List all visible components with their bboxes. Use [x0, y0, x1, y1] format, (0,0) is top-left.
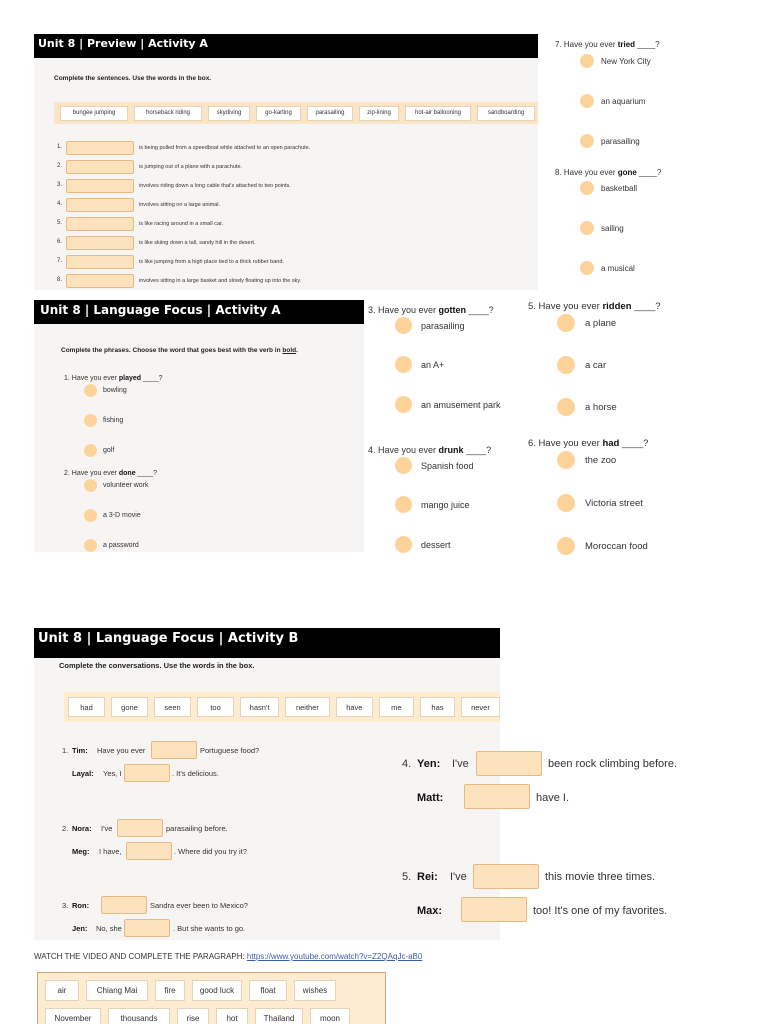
question-verb: had: [602, 438, 620, 449]
radio-dot[interactable]: [84, 414, 97, 427]
item-number: 4.: [57, 201, 63, 207]
word-chip: parasailing: [307, 106, 353, 121]
radio-dot[interactable]: [557, 451, 575, 469]
question-blank: ____?: [466, 305, 494, 315]
item-number: 6.: [57, 239, 63, 245]
radio-dot[interactable]: [395, 396, 412, 413]
word-chip: had: [68, 697, 105, 717]
word-chip: have: [336, 697, 373, 717]
radio-dot[interactable]: [580, 54, 594, 68]
option-label: golf: [103, 447, 115, 454]
answer-blank[interactable]: [66, 255, 134, 269]
option-q7-1[interactable]: [580, 54, 651, 68]
radio-dot[interactable]: [557, 356, 575, 374]
option-label: sailing: [601, 223, 624, 233]
word-chip: air: [45, 980, 79, 1001]
word-chip: go-karting: [256, 106, 301, 121]
question-verb: gotten: [438, 305, 467, 315]
question-blank: ____?: [636, 168, 662, 177]
conv-1-line-2-text: Yes, I: [103, 769, 122, 778]
conv-3-line-2-end: . But she wants to go.: [173, 924, 246, 933]
conv-3-line-1-end: Sandra ever been to Mexico?: [150, 901, 248, 910]
option-q1-1[interactable]: [84, 384, 127, 397]
speaker-rei: Rei:: [417, 871, 438, 883]
option-q7-3[interactable]: [580, 134, 640, 148]
conv-5-line-1-end: this movie three times.: [545, 871, 656, 883]
conv-1-number: 1.: [62, 746, 69, 755]
radio-dot[interactable]: [84, 539, 97, 552]
option-label: a musical: [601, 263, 635, 273]
option-label: a 3-D movie: [103, 512, 141, 519]
question-verb: played: [118, 375, 142, 382]
option-label: Victoria street: [585, 497, 643, 509]
video-link[interactable]: https://www.youtube.com/watch?v=Z2QAqJc-aB0: [246, 952, 423, 961]
question-1: [64, 375, 162, 382]
option-label: an aquarium: [601, 96, 646, 106]
option-q6-2[interactable]: [557, 494, 643, 512]
option-label: the zoo: [585, 454, 617, 466]
word-chip: thousands: [108, 1008, 170, 1024]
answer-blank[interactable]: [66, 198, 134, 212]
focus-b-header: Unit 8 | Language Focus | Activity B: [34, 628, 500, 658]
item-sentence: involves sitting in a large basket and slowly floating up into the sky.: [139, 278, 302, 284]
answer-blank[interactable]: [476, 751, 542, 776]
option-label: a password: [103, 542, 139, 549]
conv-5-line-1-text: I've: [450, 871, 467, 883]
focus-b-panel: [34, 628, 500, 940]
option-q3-3[interactable]: [395, 396, 501, 413]
answer-blank[interactable]: [66, 236, 134, 250]
option-label: New York City: [601, 56, 651, 66]
word-chip: never: [461, 697, 500, 717]
focus-b-word-box: [64, 692, 500, 722]
question-text: 8. Have you ever: [555, 168, 618, 177]
word-chip: horseback riding: [134, 106, 202, 121]
conv-4-line-1-end: been rock climbing before.: [548, 758, 678, 770]
radio-dot[interactable]: [580, 261, 594, 275]
option-label: dessert: [421, 539, 451, 550]
word-chip: neither: [285, 697, 330, 717]
instruction-end: .: [296, 347, 298, 354]
option-q8-2[interactable]: [580, 221, 624, 235]
question-blank: ____?: [141, 375, 163, 382]
conv-2-line-1-end: parasailing before.: [166, 824, 228, 833]
option-label: parasailing: [421, 320, 465, 331]
option-label: mango juice: [421, 499, 470, 510]
option-q4-3[interactable]: [395, 536, 451, 553]
question-verb: gone: [617, 168, 637, 177]
word-chip: hot: [216, 1008, 248, 1024]
word-chip: sandboarding: [477, 106, 535, 121]
question-blank: ____?: [135, 470, 158, 477]
speaker-max: Max:: [417, 905, 443, 917]
answer-blank[interactable]: [66, 217, 134, 231]
question-text: 5. Have you ever: [528, 301, 603, 312]
question-blank: ____?: [619, 438, 649, 449]
question-4: [368, 445, 491, 455]
radio-dot[interactable]: [557, 537, 575, 555]
question-8: [555, 168, 661, 177]
conv-1-line-1-text: Have you ever: [97, 746, 146, 755]
word-chip: gone: [111, 697, 148, 717]
option-label: an A+: [421, 359, 445, 370]
option-label: parasailing: [601, 136, 640, 146]
option-label: a car: [585, 359, 607, 371]
option-label: basketball: [601, 183, 638, 193]
option-q1-2[interactable]: [84, 414, 123, 427]
speaker-tim: Tim:: [72, 746, 88, 755]
option-label: volunteer work: [103, 482, 149, 489]
answer-blank[interactable]: [124, 764, 170, 782]
option-label: a horse: [585, 401, 617, 413]
conv-5-number: 5.: [402, 871, 412, 883]
question-blank: ____?: [631, 301, 661, 312]
question-text: 6. Have you ever: [528, 438, 603, 449]
word-chip: me: [379, 697, 414, 717]
word-chip: rise: [177, 1008, 209, 1024]
item-number: 8.: [57, 277, 63, 283]
option-q6-1[interactable]: [557, 451, 616, 469]
conv-1-line-2-end: . It's delicious.: [172, 769, 219, 778]
option-q6-3[interactable]: [557, 537, 648, 555]
word-chip: seen: [154, 697, 191, 717]
question-5: [528, 301, 661, 312]
radio-dot[interactable]: [395, 496, 412, 513]
answer-blank[interactable]: [101, 896, 147, 914]
option-q5-3[interactable]: [557, 398, 617, 416]
option-q8-3[interactable]: [580, 261, 635, 275]
conv-2-line-1-text: I've: [101, 824, 113, 833]
radio-dot[interactable]: [395, 317, 412, 334]
radio-dot[interactable]: [395, 356, 412, 373]
speaker-yen: Yen:: [417, 758, 441, 770]
option-q3-1[interactable]: [395, 317, 465, 334]
item-number: 7.: [57, 258, 63, 264]
word-chip: good luck: [192, 980, 242, 1001]
word-chip: fire: [155, 980, 185, 1001]
answer-blank[interactable]: [66, 179, 134, 193]
answer-blank[interactable]: [66, 141, 134, 155]
word-chip: Thailand: [255, 1008, 303, 1024]
question-verb: drunk: [438, 445, 464, 455]
question-blank: ____?: [635, 40, 660, 49]
option-q1-3[interactable]: [84, 444, 114, 457]
word-chip: too: [197, 697, 234, 717]
speaker-jen: Jen:: [72, 924, 88, 933]
option-q4-2[interactable]: [395, 496, 470, 513]
answer-blank[interactable]: [66, 160, 134, 174]
speaker-nora: Nora:: [72, 824, 92, 833]
question-text: 3. Have you ever: [368, 305, 439, 315]
answer-blank[interactable]: [461, 897, 527, 922]
conv-4-number: 4.: [402, 758, 412, 770]
option-label: bowling: [103, 387, 127, 394]
answer-blank[interactable]: [473, 864, 539, 889]
question-6: [528, 438, 648, 449]
word-chip: float: [249, 980, 287, 1001]
conv-3-number: 3.: [62, 901, 69, 910]
word-chip: moon: [310, 1008, 350, 1024]
item-number: 3.: [57, 182, 63, 188]
question-verb: tried: [617, 40, 636, 49]
answer-blank[interactable]: [151, 741, 197, 759]
radio-dot[interactable]: [557, 398, 575, 416]
radio-dot[interactable]: [84, 444, 97, 457]
option-q2-1[interactable]: [84, 479, 149, 492]
item-sentence: is being pulled from a speedboat while attached to an open parachute.: [139, 145, 311, 151]
question-text: 4. Have you ever: [368, 445, 439, 455]
radio-dot[interactable]: [395, 457, 412, 474]
radio-dot[interactable]: [580, 221, 594, 235]
item-sentence: is like racing around in a small car.: [139, 221, 224, 227]
option-q4-1[interactable]: [395, 457, 474, 474]
conv-3-line-2-text: No, she: [96, 924, 122, 933]
conv-4-line-2-end: have I.: [536, 792, 570, 804]
word-chip: Chiang Mai: [86, 980, 148, 1001]
conv-2-number: 2.: [62, 824, 69, 833]
conv-2-line-2-end: . Where did you try it?: [174, 847, 247, 856]
instruction-bold: bold: [282, 347, 297, 354]
word-chip: zip-lining: [359, 106, 399, 121]
conv-5-line-2-end: too! It's one of my favorites.: [533, 905, 668, 917]
conv-2-line-2-text: I have,: [99, 847, 122, 856]
option-label: a plane: [585, 317, 617, 329]
option-q7-2[interactable]: [580, 94, 645, 108]
option-q5-2[interactable]: [557, 356, 606, 374]
option-q5-1[interactable]: [557, 314, 616, 332]
option-q8-1[interactable]: [580, 181, 637, 195]
radio-dot[interactable]: [84, 384, 97, 397]
question-3: [368, 305, 494, 315]
item-sentence: involves riding down a long cable that's attached to two points.: [139, 183, 291, 189]
answer-blank[interactable]: [117, 819, 163, 837]
video-word-row-1: [45, 980, 336, 1001]
preview-header: Unit 8 | Preview | Activity A: [34, 34, 538, 58]
focus-a-instruction: [61, 347, 298, 354]
answer-blank[interactable]: [126, 842, 172, 860]
word-chip: hasn't: [240, 697, 279, 717]
radio-dot[interactable]: [84, 509, 97, 522]
radio-dot[interactable]: [557, 314, 575, 332]
item-number: 2.: [57, 163, 63, 169]
preview-word-box: [54, 102, 538, 124]
word-chip: has: [420, 697, 455, 717]
radio-dot[interactable]: [557, 494, 575, 512]
item-number: 5.: [57, 220, 63, 226]
question-blank: ____?: [463, 445, 492, 455]
question-text: 2. Have you ever: [64, 470, 119, 477]
focus-a-header: Unit 8 | Language Focus | Activity A: [34, 300, 364, 324]
speaker-meg: Meg:: [72, 847, 90, 856]
question-verb: ridden: [602, 301, 632, 312]
radio-dot[interactable]: [580, 181, 594, 195]
radio-dot[interactable]: [84, 479, 97, 492]
conv-1-line-1-end: Portuguese food?: [200, 746, 260, 755]
speaker-ron: Ron:: [72, 901, 90, 910]
preview-instruction: Complete the sentences. Use the words in the box.: [54, 75, 212, 82]
video-word-row-2: [45, 1008, 350, 1024]
option-label: an amusement park: [421, 399, 501, 410]
radio-dot[interactable]: [580, 134, 594, 148]
answer-blank[interactable]: [66, 274, 134, 288]
word-chip: skydiving: [208, 106, 250, 121]
option-q2-3[interactable]: [84, 539, 139, 552]
conv-4-line-1-text: I've: [452, 758, 469, 770]
speaker-layal: Layal:: [72, 769, 94, 778]
video-instruction: [34, 952, 422, 961]
item-sentence: is like jumping from a high place tied to a thick rubber band.: [139, 259, 284, 265]
question-text: 1. Have you ever: [64, 375, 119, 382]
question-text: 7. Have you ever: [555, 40, 618, 49]
question-7: [555, 40, 660, 49]
option-label: Moroccan food: [585, 540, 648, 552]
option-q3-2[interactable]: [395, 356, 444, 373]
radio-dot[interactable]: [395, 536, 412, 553]
word-chip: wishes: [294, 980, 336, 1001]
option-q2-2[interactable]: [84, 509, 141, 522]
question-verb: done: [118, 470, 136, 477]
video-label: WATCH THE VIDEO AND COMPLETE THE PARAGRAPH:: [34, 952, 247, 961]
radio-dot[interactable]: [580, 94, 594, 108]
word-chip: hot-air ballooning: [405, 106, 471, 121]
item-sentence: involves sitting on a large animal.: [139, 202, 221, 208]
speaker-matt: Matt:: [417, 792, 444, 804]
focus-b-instruction: Complete the conversations. Use the words in the box.: [59, 661, 255, 670]
answer-blank[interactable]: [464, 784, 530, 809]
item-sentence: is like skiing down a tall, sandy hill in the desert.: [139, 240, 256, 246]
instruction-text: Complete the phrases. Choose the word that goes best with the verb in: [61, 347, 283, 354]
item-sentence: is jumping out of a plane with a parachute.: [139, 164, 243, 170]
answer-blank[interactable]: [124, 919, 170, 937]
word-chip: bungee jumping: [60, 106, 128, 121]
item-number: 1.: [57, 144, 63, 150]
option-label: fishing: [103, 417, 124, 424]
option-label: Spanish food: [421, 460, 474, 471]
word-chip: November: [45, 1008, 101, 1024]
question-2: [64, 470, 157, 477]
